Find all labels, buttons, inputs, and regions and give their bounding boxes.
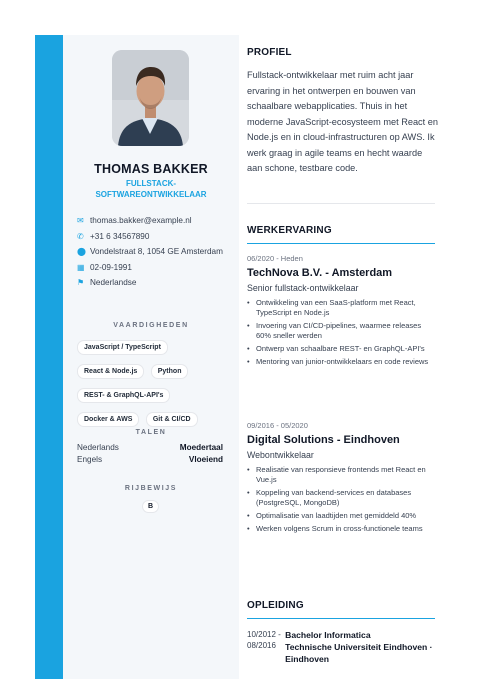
skills-list bbox=[77, 336, 237, 432]
license-badge: B bbox=[142, 500, 159, 513]
skills-heading: VAARDIGHEDEN bbox=[113, 322, 189, 329]
job-date: 06/2020 - Heden bbox=[247, 254, 303, 263]
profile-photo bbox=[112, 50, 189, 146]
language-level: Moedertaal bbox=[179, 443, 223, 452]
candidate-name: THOMAS BAKKER bbox=[94, 162, 208, 176]
contact-nationality bbox=[77, 278, 237, 289]
language-name: Engels bbox=[77, 455, 103, 464]
license-heading: RIJBEWIJS bbox=[124, 485, 178, 492]
heading-underline bbox=[247, 243, 435, 244]
job-bullet: • Ontwikkeling van een SaaS-platform met React, TypeScript en Node.js bbox=[247, 298, 437, 318]
contact-address bbox=[77, 247, 237, 258]
education-date: 10/2012 - 08/2016 bbox=[247, 630, 281, 650]
language-row bbox=[77, 443, 223, 455]
job-title: Webontwikkelaar bbox=[247, 450, 314, 460]
contact-birthdate bbox=[77, 263, 237, 274]
phone-icon: ✆ bbox=[77, 231, 84, 241]
job-company: TechNova B.V. - Amsterdam bbox=[247, 267, 393, 279]
contact-list bbox=[77, 216, 237, 294]
skill-chip: React & Node.js bbox=[77, 364, 144, 379]
skill-chip: Python bbox=[151, 364, 189, 379]
job-company: Digital Solutions - Eindhoven bbox=[247, 434, 400, 446]
job-bullet: • Werken volgens Scrum in cross-functionele teams bbox=[247, 524, 437, 534]
skill-chip: Docker & AWS bbox=[77, 412, 139, 427]
skill-chip: REST- & GraphQL-API's bbox=[77, 388, 170, 403]
job-bullets bbox=[247, 298, 437, 367]
language-level: Vloeiend bbox=[188, 455, 223, 464]
location-pin-icon: ⬤ bbox=[77, 247, 86, 256]
envelope-icon: ✉ bbox=[77, 216, 84, 225]
experience-heading: WERKERVARING bbox=[247, 225, 332, 236]
job-bullet: • Mentoring van junior-ontwikkelaars en code reviews bbox=[247, 357, 437, 367]
job-date: 09/2016 - 05/2020 bbox=[247, 421, 308, 430]
education-degree: Bachelor Informatica bbox=[285, 630, 371, 640]
main-content bbox=[247, 35, 439, 679]
sidebar bbox=[63, 35, 239, 679]
section-divider bbox=[247, 203, 435, 204]
contact-email bbox=[77, 216, 237, 227]
skill-chip: Git & CI/CD bbox=[146, 412, 198, 427]
language-name: Nederlands bbox=[77, 443, 119, 452]
birthdate-text: 02-09-1991 bbox=[90, 262, 132, 272]
calendar-icon: ▦ bbox=[77, 262, 85, 272]
nationality-text: Nederlandse bbox=[90, 278, 137, 287]
languages-list bbox=[77, 443, 223, 467]
accent-stripe bbox=[35, 35, 63, 679]
profile-text: Fullstack-ontwikkelaar met ruim acht jaar ervaring in het ontwerpen en bouwen van schaalbare webapplicaties. Thuis in het moderne JavaScript-ecosysteem met React en Node.js en in cloud-infrastructuren op AWS. Ik werk graag in agile teams en hecht waarde aan schone, testbare code. bbox=[247, 70, 438, 173]
flag-icon: ⚑ bbox=[77, 278, 85, 287]
candidate-role: FULLSTACK-SOFTWAREONTWIKKELAAR bbox=[95, 179, 207, 199]
education-school: Technische Universiteit Eindhoven · Eindhoven bbox=[285, 642, 433, 664]
education-heading: OPLEIDING bbox=[247, 600, 304, 611]
job-bullet: • Invoering van CI/CD-pipelines, waarmee releases 60% sneller werden bbox=[247, 321, 437, 341]
cv-page bbox=[35, 35, 446, 679]
job-title: Senior fullstack-ontwikkelaar bbox=[247, 283, 359, 293]
job-bullet: • Realisatie van responsieve frontends met React en Vue.js bbox=[247, 465, 437, 485]
profile-heading: PROFIEL bbox=[247, 47, 292, 58]
phone-text: +31 6 34567890 bbox=[90, 231, 150, 241]
education-entry bbox=[247, 629, 439, 665]
languages-heading: TALEN bbox=[135, 429, 167, 436]
education-details bbox=[285, 629, 439, 665]
job-entry bbox=[247, 254, 437, 370]
language-row bbox=[77, 455, 223, 467]
heading-underline bbox=[247, 618, 435, 619]
skill-chip: JavaScript / TypeScript bbox=[77, 340, 168, 355]
address-text: Vondelstraat 8, 1054 GE Amsterdam bbox=[90, 247, 223, 256]
job-entry bbox=[247, 421, 437, 537]
job-bullet: • Ontwerp van schaalbare REST- en GraphQL-API's bbox=[247, 344, 437, 354]
contact-phone bbox=[77, 232, 237, 243]
job-bullet: • Koppeling van backend-services en databases (PostgreSQL, MongoDB) bbox=[247, 488, 437, 508]
job-bullet: • Optimalisatie van laadtijden met gemiddeld 40% bbox=[247, 511, 437, 521]
email-text: thomas.bakker@example.nl bbox=[90, 216, 192, 225]
job-bullets bbox=[247, 465, 437, 534]
